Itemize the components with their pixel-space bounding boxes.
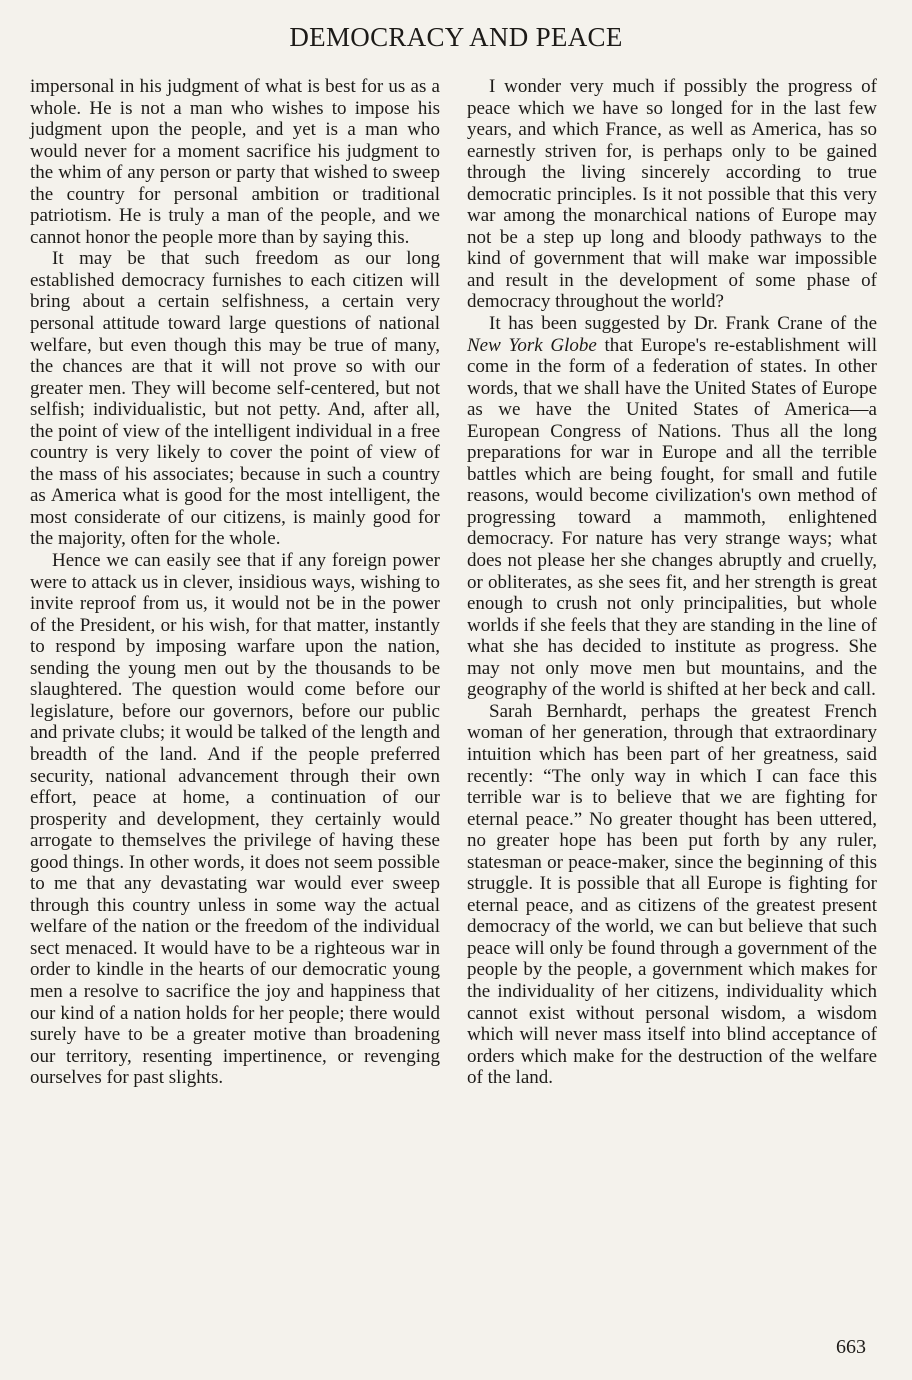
left-text-column: [30, 76, 440, 1089]
page-number: 663: [836, 1336, 866, 1358]
right-paragraph-2-rest: that Europe's re-establishment will come in the form of a federation of states. In other words, that we shall have the United States of Europe as we have the United States of America—a European Congress of Nations. Thus all the long preparations for war in Europe and all the terrible battles which are being fought, for small and futile reasons, would become civilization's own method of progressing toward a mammoth, enlightened democracy. For nature has very strange ways; what does not please her she changes abruptly and cruelly, or obliterates, as she sees fit, and her strength is great enough to crush not only principalities, but whole worlds if she feels that they are standing in the line of what she has decided to institute as progress. She may not only move men but mountains, and the geography of the world is shifted at her beck and call.: [467, 334, 877, 701]
right-paragraph-3: Sarah Bernhardt, perhaps the greatest French woman of her generation, through that extraordinary intuition which has been part of her greatness, said recently: “The only way in which I can face this terrible war is to believe that we are fighting for eternal peace.” No greater thought has been uttered, no greater hope has been put forth by any ruler, statesman or peace-maker, since the beginning of this struggle. It is possible that all Europe is fighting for eternal peace, and as citizens of the greatest present democracy of the world, we can but believe that such peace will only be found through a government of the people by the people, a government which makes for the individuality of her citizens, individuality which cannot exist without personal wisdom, a wisdom which will never mass itself into blind acceptance of orders which make for the destruction of the welfare of the land.: [467, 700, 877, 1089]
right-paragraph-2-lead: It has been suggested by Dr. Frank Crane of the: [489, 313, 877, 335]
right-paragraph-1: I wonder very much if possibly the progress of peace which we have so longed for in the last few years, and which France, as well as America, has so earnestly striven for, is perhaps only to be gained through the living sincerely according to true democratic principles. Is it not possible that this very war among the monarchical nations of Europe may not be a step up long and bloody pathways to the kind of government that will make war impossible and result in the development of some phase of democracy throughout the world?: [467, 76, 877, 313]
right-text-column: [467, 76, 877, 1089]
left-paragraph-1: impersonal in his judgment of what is best for us as a whole. He is not a man who wishes to impose his judgment upon the people, and yet is a man who would never for a moment sacrifice his judgment to the whim of any person or party that wished to sweep the country for personal ambition or traditional patriotism. He is truly a man of the people, and we cannot honor the people more than by saying this.: [30, 76, 440, 248]
newspaper-title: New York Globe: [467, 334, 597, 356]
page-title: DEMOCRACY AND PEACE: [289, 22, 623, 52]
right-paragraph-2: [467, 313, 877, 701]
left-paragraph-3: Hence we can easily see that if any foreign power were to attack us in clever, insidious ways, wishing to invite reproof from us, it would not be in the power of the President, or his wish, for that matter, instantly to respond by imposing warfare upon the nation, sending the young men out by the thousands to be slaughtered. The question would come before our legislature, before our governors, before our public and private clubs; it would be talked of the length and breadth of the land. And if the people preferred security, national advancement through their own effort, peace at home, a continuation of our prosperity and development, they certainly would arrogate to themselves the privilege of having these good things. In other words, it does not seem possible to me that any devastating war would ever sweep through this country unless in some way the actual welfare of the nation or the freedom of the individual sect menaced. It would have to be a righteous war in order to kindle in the hearts of our democratic young men a resolve to sacrifice the joy and happiness that our kind of a nation holds for her people; there would surely have to be a greater motive than broadening our territory, resenting impertinence, or revenging ourselves for past slights.: [30, 550, 440, 1089]
left-paragraph-2: It may be that such freedom as our long established democracy furnishes to each citizen will bring about a certain selfishness, a certain very personal attitude toward large questions of national welfare, but even though this may be true of many, the chances are that it will not prove so with our greater men. They will become self-centered, but not selfish; individualistic, but not petty. And, after all, the point of view of the intelligent individual in a free country is very likely to cover the point of view of the mass of his associates; because in such a country as America what is good for the most intelligent, the most considerate of our citizens, is mainly good for the majority, often for the whole.: [30, 248, 440, 550]
